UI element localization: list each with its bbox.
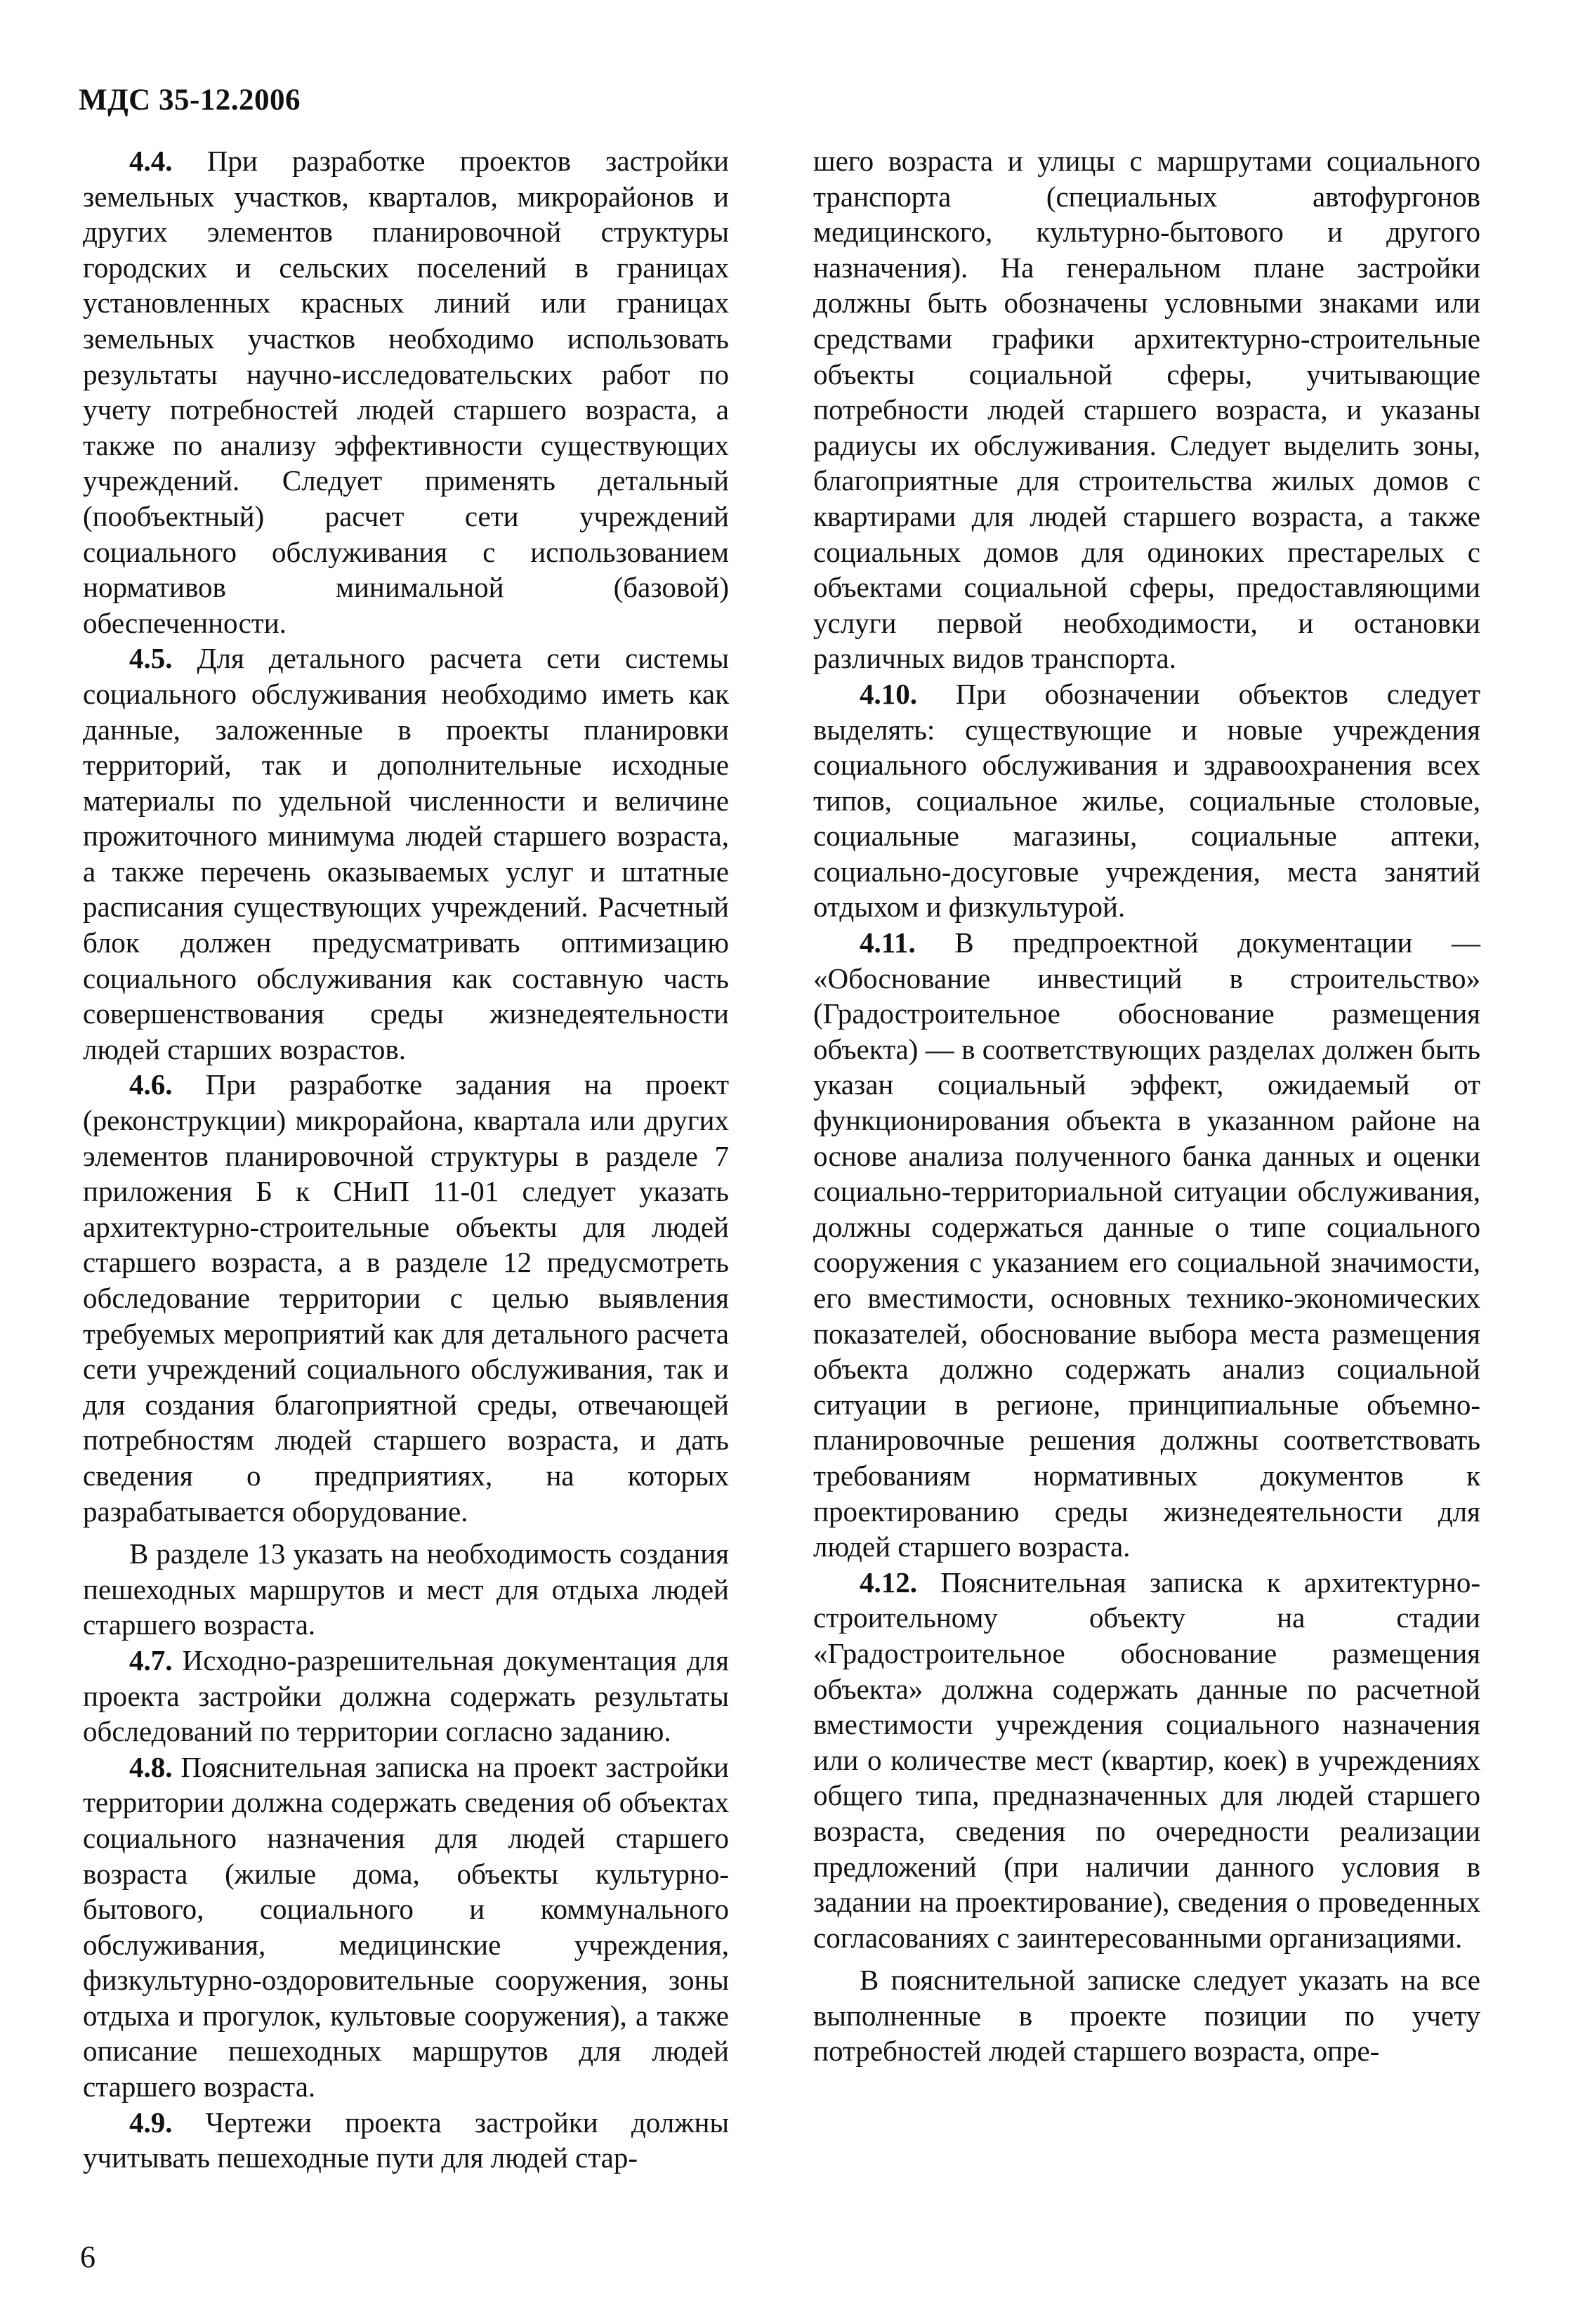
- paragraph-4-10: [813, 676, 1480, 925]
- paragraph-text: Пояснительная записка на проект застройки территории должна содержать сведения об объектах социального назначения для людей старшего возраста (жилые дома, объекты культурно-бытового, социального и коммунального обслуживания, медицинские учреждения, физкультурно-оздоровительные сооружения, зоны отдыха и прогулок, культовые сооружения), а также описание пешеходных маршрутов для людей старшего возраста.: [83, 1750, 729, 2103]
- paragraph-number: 4.11.: [860, 926, 916, 959]
- paragraph-number: 4.8.: [129, 1750, 173, 1783]
- paragraph-4-8: [83, 1749, 729, 2105]
- right-text-column: [813, 143, 1480, 2069]
- paragraph-text: В пояснительной записке следует указать на все выполненные в проекте позиции по учету потребностей людей старшего возраста, опре-: [813, 1964, 1480, 2068]
- paragraph-text: При разработке проектов застройки земельных участков, кварталов, микрорайонов и других элементов планировочной структуры городских и сельских поселений в границах установленных красных линий или границах земельных участков необходимо использовать результаты научно-исследовательских работ по учету потребностей людей старшего возраста, а также по анализу эффективности существующих учреждений. Следует применять детальный (пообъектный) расчет сети учреждений социального обслуживания с использованием нормативов минимальной (базовой) обеспеченности.: [83, 145, 729, 639]
- paragraph-4-7: [83, 1643, 729, 1749]
- paragraph-4-12: [813, 1565, 1480, 1956]
- paragraph-section-13: [83, 1536, 729, 1643]
- paragraph-number: 4.10.: [860, 677, 917, 710]
- paragraph-4-9: [83, 2105, 729, 2176]
- paragraph-text: В предпроектной документации — «Обоснование инвестиций в строительство» (Градостроительное обоснование размещения объекта) — в соответствующих разделах должен быть указан социальный эффект, ожидаемый от функционирования объекта в указанном районе на основе анализа полученного банка данных и оценки социально-территориальной ситуации обслуживания, должны содержаться данные о типе социального сооружения с указанием его социальной значимости, его вместимости, основных технико-экономических показателей, обоснование выбора места размещения объекта должно содержать анализ социальной ситуации в регионе, принципиальные объемно-планировочные решения должны соответствовать требованиям нормативных документов к проектированию среды жизнедеятельности для людей старшего возраста.: [813, 926, 1480, 1563]
- paragraph-explanatory-note: [813, 1962, 1480, 2069]
- paragraph-text: При обозначении объектов следует выделять: существующие и новые учреждения социального обслуживания и здравоохранения всех типов, социальное жилье, социальные столовые, социальные магазины, социальные аптеки, социально-досуговые учреждения, места занятий отдыхом и физкультурой.: [813, 677, 1480, 924]
- paragraph-number: 4.6.: [129, 1068, 173, 1101]
- paragraph-4-9-continued: [813, 143, 1480, 676]
- paragraph-number: 4.12.: [860, 1565, 917, 1598]
- paragraph-text: Чертежи проекта застройки должны учитывать пешеходные пути для людей стар-: [83, 2106, 729, 2174]
- paragraph-text: Для детального расчета сети системы социального обслуживания необходимо иметь как данные, заложенные в проекты планировки территорий, так и дополнительные исходные материалы по удельной численности и величине прожиточного минимума людей старшего возраста, а также перечень оказываемых услуг и штатные расписания существующих учреждений. Расчетный блок должен предусматривать оптимизацию социального обслуживания как составную часть совершенствования среды жизнедеятельности людей старших возрастов.: [83, 642, 729, 1065]
- paragraph-text: В разделе 13 указать на необходимость создания пешеходных маршрутов и мест для отдыха людей старшего возраста.: [83, 1537, 729, 1641]
- paragraph-4-11: [813, 925, 1480, 1565]
- paragraph-4-4: [83, 143, 729, 641]
- paragraph-number: 4.5.: [129, 642, 173, 675]
- paragraph-number: 4.4.: [129, 145, 173, 177]
- paragraph-4-6: [83, 1067, 729, 1529]
- paragraph-text: При разработке задания на проект (реконструкции) микрорайона, квартала или других элементов планировочной структуры в разделе 7 приложения Б к СНиП 11-01 следует указать архитектурно-строительные объекты для людей старшего возраста, а в разделе 12 предусмотреть обследование территории с целью выявления требуемых мероприятий как для детального расчета сети учреждений социального обслуживания, так и для создания благоприятной среды, отвечающей потребностям людей старшего возраста, и дать сведения о предприятиях, на которых разрабатывается оборудование.: [83, 1068, 729, 1528]
- paragraph-text: шего возраста и улицы с маршрутами социального транспорта (специальных автофургонов медицинского, культурно-бытового и другого назначения). На генеральном плане застройки должны быть обозначены условными знаками или средствами графики архитектурно-строительные объекты социальной сферы, учитывающие потребности людей старшего возраста, и указаны радиусы их обслуживания. Следует выделить зоны, благоприятные для строительства жилых домов с квартирами для людей старшего возраста, а также социальных домов для одиноких престарелых с объектами социальной сферы, предоставляющими услуги первой необходимости, и остановки различных видов транспорта.: [813, 145, 1480, 675]
- page-number: 6: [80, 2240, 96, 2274]
- paragraph-number: 4.9.: [129, 2106, 173, 2139]
- paragraph-text: Исходно-разрешительная документация для проекта застройки должна содержать результаты обследований по территории согласно заданию.: [83, 1643, 729, 1748]
- left-text-column: [83, 143, 729, 2176]
- paragraph-4-5: [83, 641, 729, 1067]
- paragraph-text: Пояснительная записка к архитектурно-строительному объекту на стадии «Градостроительное обоснование размещения объекта» должна содержать данные по расчетной вместимости учреждения социального назначения или о количестве мест (квартир, коек) в учреждениях общего типа, предназначенных для людей старшего возраста, сведения по очередности реализации предложений (при наличии данного условия в задании на проектирование), сведения о проведенных согласованиях с заинтересованными организациями.: [813, 1565, 1480, 1954]
- paragraph-number: 4.7.: [129, 1643, 173, 1676]
- document-code-header: МДС 35-12.2006: [79, 84, 301, 117]
